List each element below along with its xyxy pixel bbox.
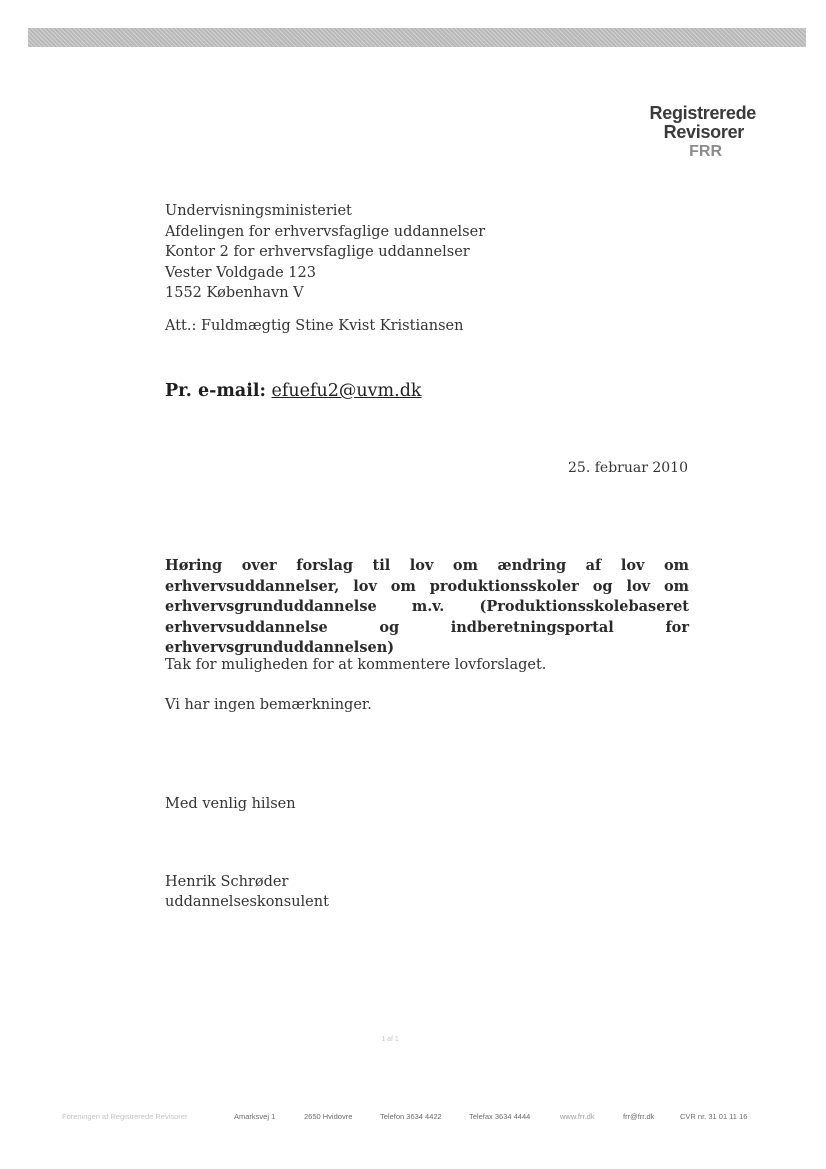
attention-line: Att.: Fuldmægtig Stine Kvist Kristiansen: [165, 318, 464, 334]
recipient-line: Vester Voldgade 123: [165, 264, 316, 281]
footer-phone: Telefon 3634 4422: [380, 1112, 442, 1121]
logo-line-registrerede: Registrerede: [649, 103, 756, 123]
email-link[interactable]: efuefu2@uvm.dk: [271, 381, 422, 401]
recipient-line: 1552 København V: [165, 285, 304, 301]
signature-block: [165, 872, 329, 912]
footer-email-link[interactable]: frr@frr.dk: [623, 1112, 655, 1121]
email-label: Pr. e-mail:: [165, 381, 266, 401]
letter-subject: Høring over forslag til lov om ændring af lov om erhvervsuddannelser, lov om produktionsskoler og lov om erhvervsgrunduddannelse m.v. (Produktionsskolebaseret erhvervsuddannelse og indberetningsportal for erhvervsgrunduddannelsen): [165, 557, 689, 656]
logo-line-revisorer: Revisorer: [663, 122, 744, 142]
closing-greeting: Med venlig hilsen: [165, 796, 296, 812]
signer-name: Henrik Schrøder: [165, 874, 289, 890]
footer-street: Amarksvej 1: [234, 1112, 276, 1121]
email-line: [165, 381, 422, 401]
recipient-line: Kontor 2 for erhvervsfaglige uddannelser: [165, 244, 470, 260]
footer-organization: Foreningen af Registrerede Revisorer: [62, 1112, 188, 1121]
footer-city: 2650 Hvidovre: [304, 1112, 353, 1121]
footer-fax: Telefax 3634 4444: [469, 1112, 531, 1121]
signer-title: uddannelseskonsulent: [165, 894, 329, 910]
logo-line-frr: FRR: [689, 143, 722, 160]
page-number: 1 af 1: [381, 1036, 399, 1043]
frr-logo: [650, 104, 756, 161]
letter-date: 25. februar 2010: [568, 460, 688, 476]
header-bar: [28, 28, 806, 47]
footer-cvr: CVR nr. 31 01 11 16: [680, 1112, 748, 1121]
recipient-line: Afdelingen for erhvervsfaglige uddannelser: [165, 223, 486, 240]
body-paragraph: Tak for muligheden for at kommentere lovforslaget.: [165, 657, 547, 673]
body-paragraph: Vi har ingen bemærkninger.: [165, 697, 372, 713]
recipient-line: Undervisningsministeriet: [165, 203, 352, 219]
footer-website-link[interactable]: www.frr.dk: [560, 1112, 595, 1121]
recipient-address: [165, 201, 485, 304]
footer: [62, 1112, 762, 1126]
